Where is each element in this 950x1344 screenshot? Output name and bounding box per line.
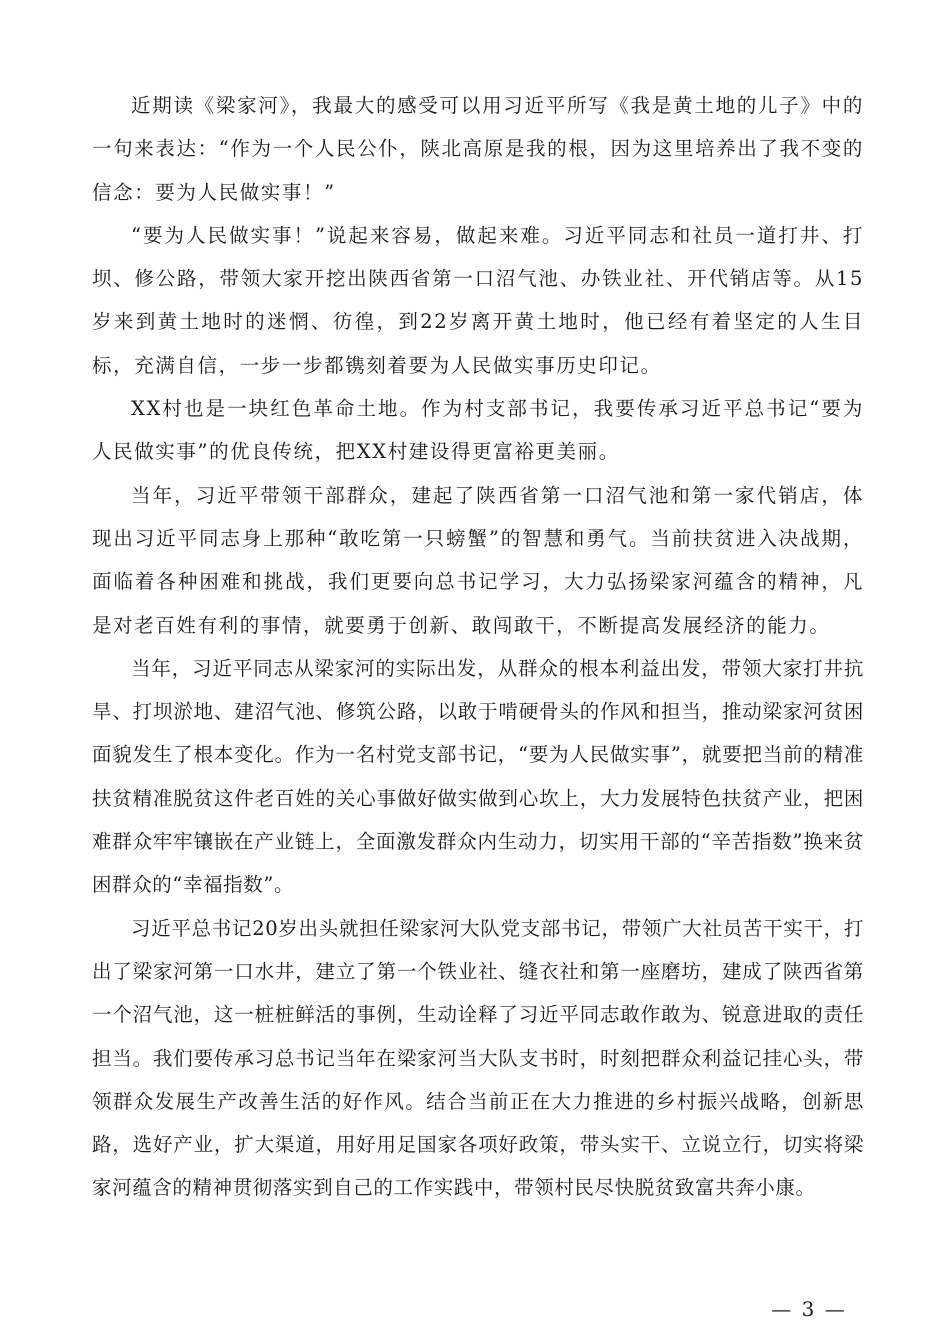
document-body [92,84,864,1210]
page-number: — 3 — [771,1297,847,1321]
paragraph-2: “要为人民做实事！”说起来容易，做起来难。习近平同志和社员一道打井、打坝、修公路，带领大家开挖出陕西省第一口沼气池、办铁业社、开代销店等。从15岁来到黄土地时的迷惘、彷徨，到22岁离开黄土地时，他已经有着坚定的人生目标，充满自信，一步一步都镌刻着要为人民做实事历史印记。 [92,223,864,377]
paragraph-6: 习近平总书记20岁出头就担任梁家河大队党支部书记，带领广大社员苦干实干，打出了梁家河第一口水井，建立了第一个铁业社、缝衣社和第一座磨坊，建成了陕西省第一个沼气池，这一桩桩鲜活的事例，生动诠释了习近平同志敢作敢为、锐意进取的责任担当。我们要传承习总书记当年在梁家河当大队支书时，时刻把群众利益记挂心头，带领群众发展生产改善生活的好作风。结合当前正在大力推进的乡村振兴战略，创新思路，选好产业，扩大渠道，用好用足国家各项好政策，带头实干、立说立行，切实将梁家河蕴含的精神贯彻落实到自己的工作实践中，带领村民尽快脱贫致富共奔小康。 [92,916,864,1200]
paragraph-1: 近期读《梁家河》，我最大的感受可以用习近平所写《我是黄土地的儿子》中的一句来表达：“作为一个人民公仆，陕北高原是我的根，因为这里培养出了我不变的信念：要为人民做实事！” [92,94,864,204]
paragraph-4: 当年，习近平带领干部群众，建起了陕西省第一口沼气池和第一家代销店，体现出习近平同志身上那种“敢吃第一只螃蟹”的智慧和勇气。当前扶贫进入决战期，面临着各种困难和挑战，我们更要向总书记学习，大力弘扬梁家河蕴含的精神，凡是对老百姓有利的事情，就要勇于创新、敢闯敢干，不断提高发展经济的能力。 [92,483,864,637]
paragraph-5: 当年，习近平同志从梁家河的实际出发，从群众的根本利益出发，带领大家打井抗旱、打坝淤地、建沼气池、修筑公路，以敢于啃硬骨头的作风和担当，推动梁家河贫困面貌发生了根本变化。作为一名村党支部书记，“要为人民做实事”，就要把当前的精准扶贫精准脱贫这件老百姓的关心事做好做实做到心坎上，大力发展特色扶贫产业，把困难群众牢牢镶嵌在产业链上，全面激发群众内生动力，切实用干部的“辛苦指数”换来贫困群众的“幸福指数”。 [92,656,864,897]
paragraph-3: XX村也是一块红色革命土地。作为村支部书记，我要传承习近平总书记“要为人民做实事”的优良传统，把XX村建设得更富裕更美丽。 [92,397,864,464]
